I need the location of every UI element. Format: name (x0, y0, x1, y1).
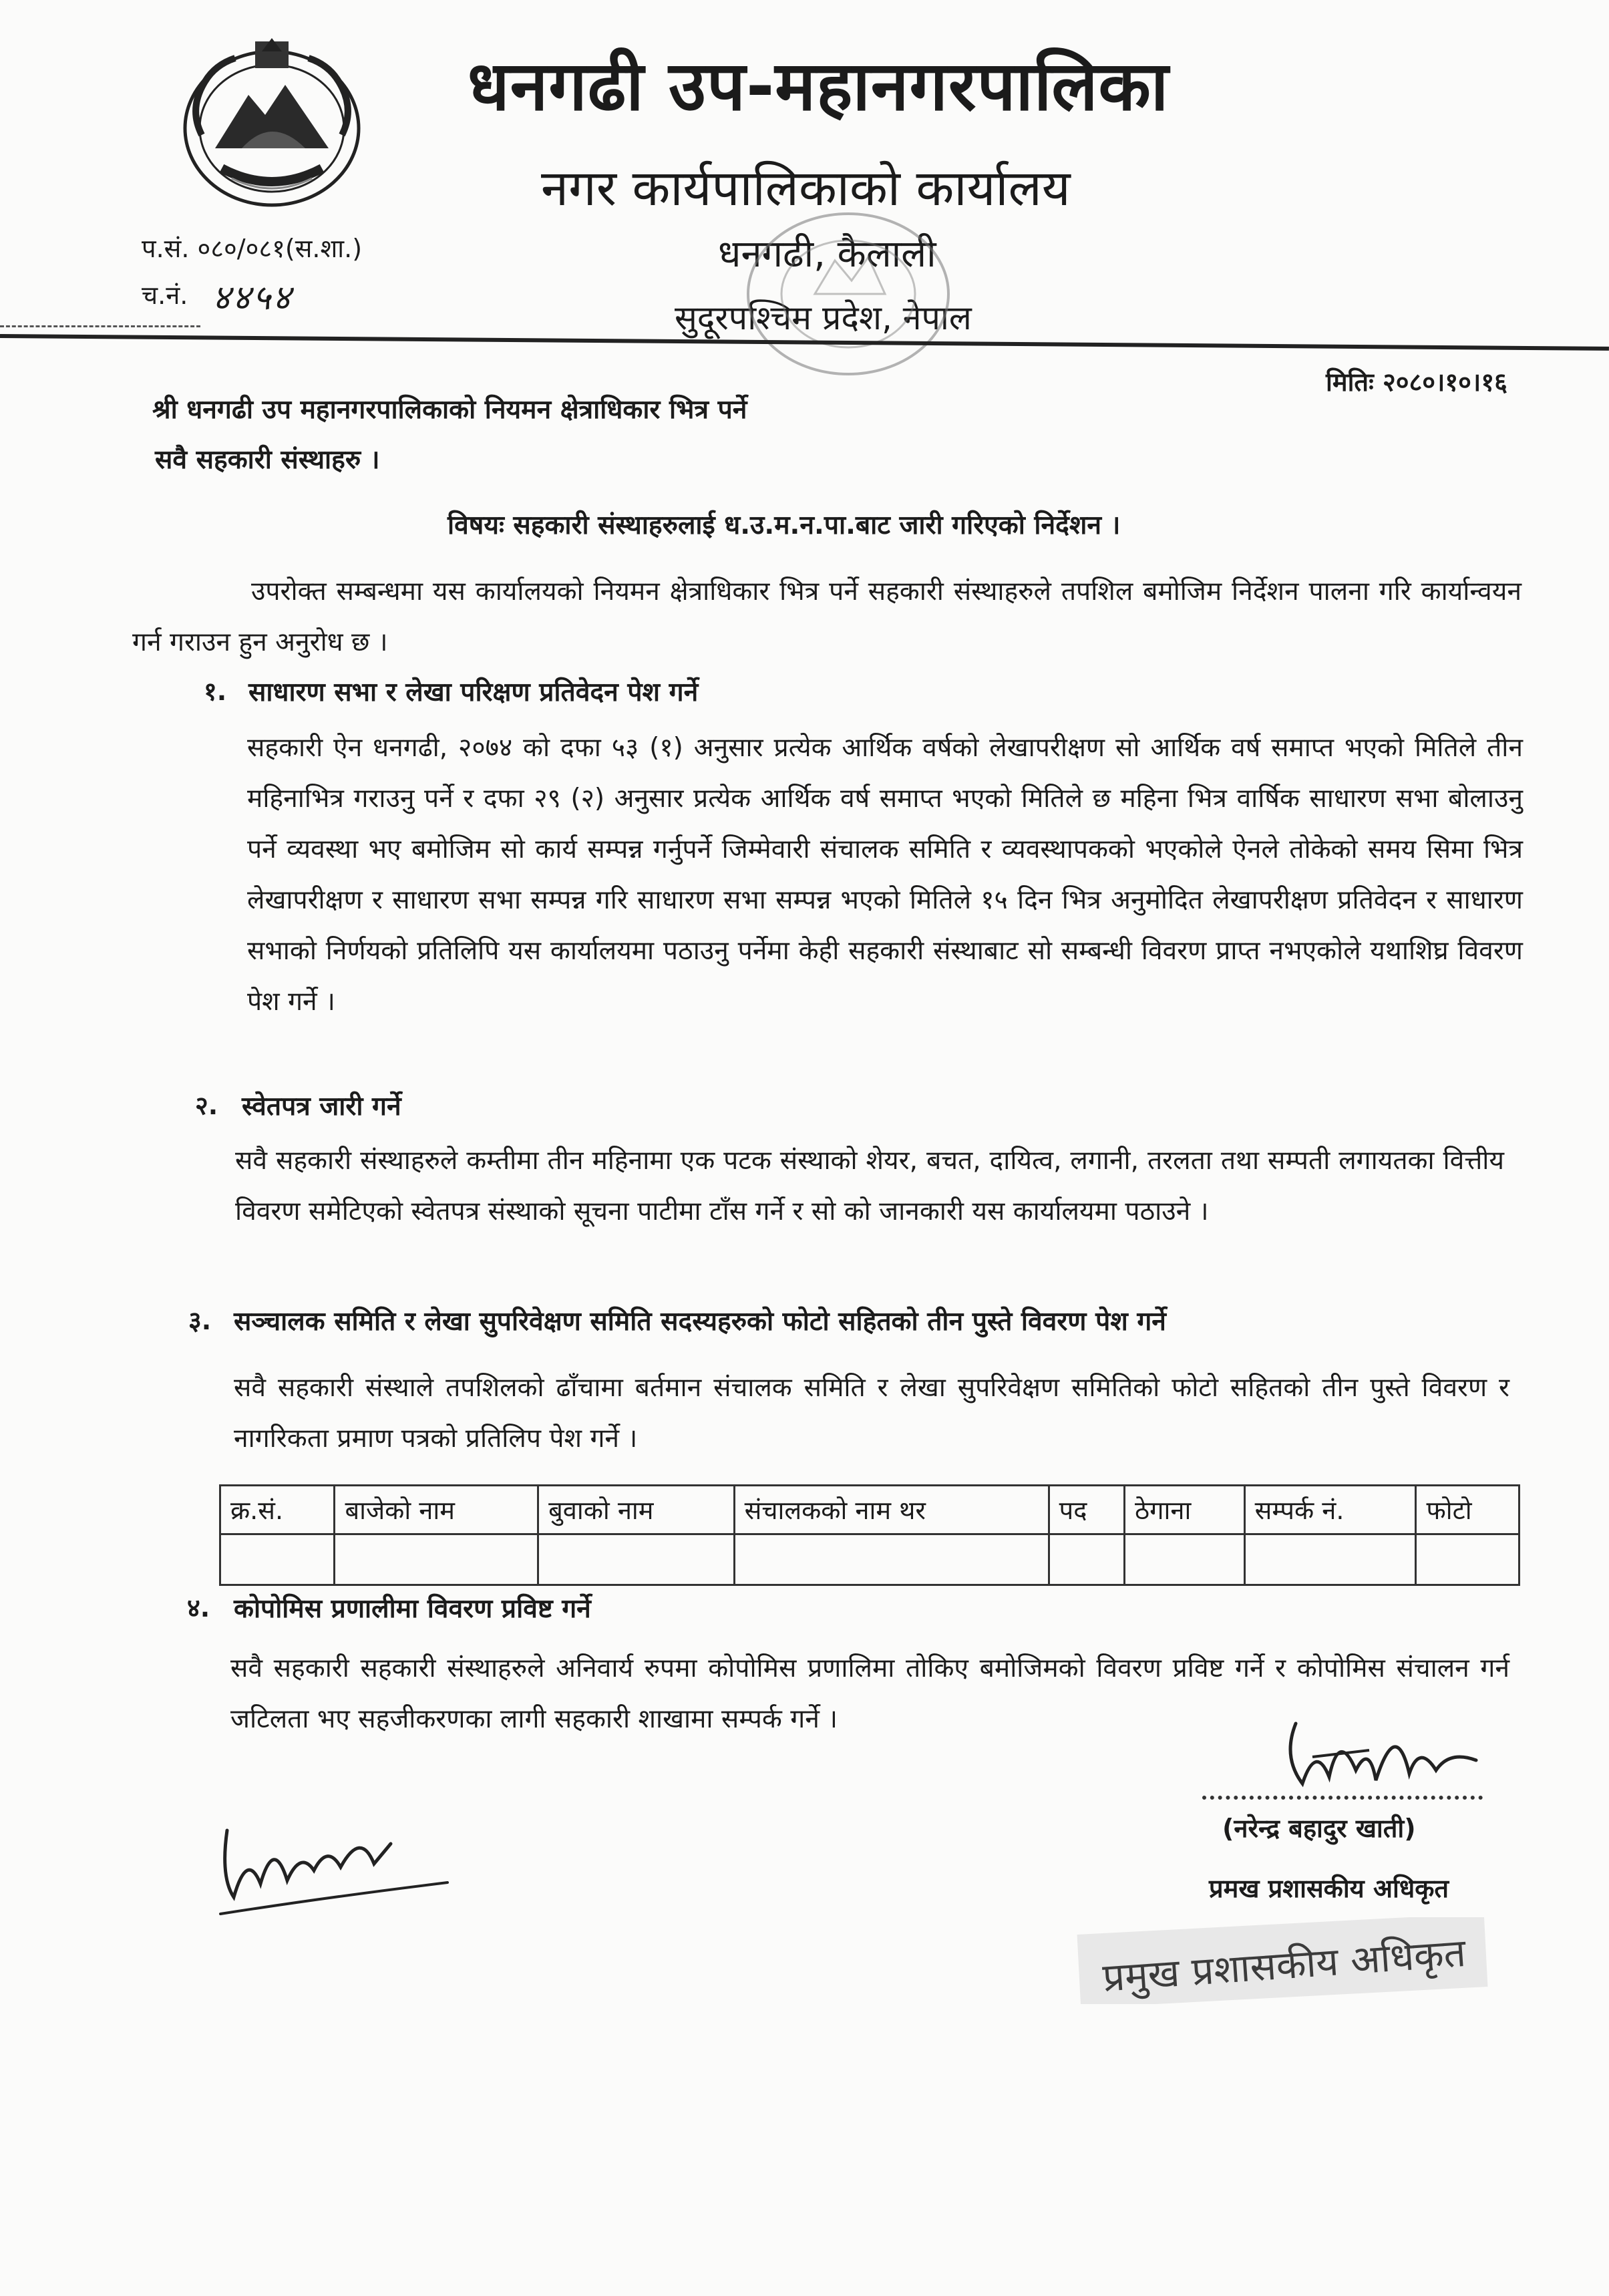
section-4-number: ४. (187, 1593, 210, 1623)
letter-date: मितिः २०८०।१०।१६ (1326, 367, 1507, 397)
dispatch-number: ४४५४ (212, 278, 293, 318)
details-table (219, 1484, 1520, 1586)
office-location: धनगढी, कैलाली (718, 232, 936, 276)
table-header-row (220, 1486, 1519, 1534)
dispatch-number-label: च.नं. (142, 281, 188, 310)
table-cell (538, 1534, 735, 1585)
stamp-text: प्रमुख प्रशासकीय अधिकृत (1101, 1929, 1467, 2001)
section-3-number: ३. (188, 1306, 212, 1335)
table-header-cell: बुवाको नाम (538, 1486, 735, 1534)
table-header-cell: क्र.सं. (220, 1486, 335, 1534)
letter-subject: विषयः सहकारी संस्थाहरुलाई ध.उ.म.न.पा.बाट जारी गरिएको निर्देशन । (448, 510, 1121, 540)
table-cell (734, 1534, 1049, 1585)
table-cell (1244, 1534, 1416, 1585)
table-cell (1416, 1534, 1519, 1585)
signature-dotted-line (1202, 1796, 1483, 1800)
signatory-title: प्रमख प्रशासकीय अधिकृत (1209, 1874, 1449, 1903)
section-3-heading: सञ्चालक समिति र लेखा सुपरिवेक्षण समिति सदस्यहरुको फोटो सहितको तीन पुस्ते विवरण पेश गर्ने (234, 1307, 1166, 1337)
addressee-line-2: सवै सहकारी संस्थाहरु । (155, 445, 380, 475)
designation-stamp-icon (1072, 1917, 1493, 2004)
section-3-body: सवै सहकारी संस्थाले तपशिलको ढाँचामा बर्तमान संचालक समिति र लेखा सुपरिवेक्षण समितिको फोटो सहितको तीन पुस्ते विवरण र नागरिकता प्रमाण पत्रको प्रतिलिप पेश गर्ने । (234, 1373, 1509, 1454)
initials-signature-icon (207, 1804, 454, 1917)
table-header-cell: सम्पर्क नं. (1244, 1486, 1416, 1534)
office-title: धनगढी उप-महानगरपालिका (468, 47, 1170, 126)
table-row (220, 1534, 1519, 1585)
nepal-emblem-icon (175, 35, 369, 212)
table-cell (335, 1534, 538, 1585)
section-1-body: सहकारी ऐन धनगढी, २०७४ को दफा ५३ (१) अनुसार प्रत्येक आर्थिक वर्षको लेखापरीक्षण सो आर्थिक वर्ष समाप्त भएको मितिले तीन महिनाभित्र गराउनु पर्ने र दफा २९ (२) अनुसार प्रत्येक आर्थिक वर्ष समाप्त भएको मितिले छ महिना भित्र वार्षिक साधारण सभा बोलाउनु पर्ने व्यवस्था भए बमोजिम सो कार्य सम्पन्न गर्नुपर्ने जिम्मेवारी संचालक समिति र व्यवस्थापकको भएकोले ऐनले तोकेको समय सिमा भित्र लेखापरीक्षण र साधारण सभा सम्पन्न गरि साधारण सभा सम्पन्न भएको मितिले १५ दिन भित्र अनुमोदित लेखापरीक्षण प्रतिवेदन र साधारण सभाको निर्णयको प्रतिलिपि यस कार्यालयमा पठाउनु पर्नेमा केही सहकारी संस्थाबाट सो सम्बन्धी विवरण प्राप्त नभएकोले यथाशिघ्र विवरण पेश गर्ने । (247, 733, 1523, 1017)
signatory-name: (नरेन्द्र बहादुर खाती) (1222, 1814, 1416, 1843)
table-cell (1049, 1534, 1124, 1585)
office-province: सुदूरपश्चिम प्रदेश, नेपाल (675, 299, 972, 337)
section-2-body: सवै सहकारी संस्थाहरुले कम्तीमा तीन महिनामा एक पटक संस्थाको शेयर, बचत, दायित्व, लगानी, तरलता तथा सम्पती लगायतका वित्तीय विवरण समेटिएको स्वेतपत्र संस्थाको सूचना पाटीमा टाँस गर्ने र सो को जानकारी यस कार्यालयमा पठाउने । (235, 1146, 1504, 1226)
table-header-cell: संचालकको नाम थर (734, 1486, 1049, 1534)
section-1-heading: साधारण सभा र लेखा परिक्षण प्रतिवेदन पेश गर्ने (248, 677, 699, 707)
table-header-cell: बाजेको नाम (335, 1486, 538, 1534)
section-4-heading: कोपोमिस प्रणालीमा विवरण प्रविष्ट गर्ने (234, 1594, 591, 1624)
table-cell (1125, 1534, 1245, 1585)
office-subtitle: नगर कार्यपालिकाको कार्यालय (541, 160, 1071, 217)
addressee-line-1: श्री धनगढी उप महानगरपालिकाको नियमन क्षेत्राधिकार भित्र पर्ने (152, 395, 747, 425)
table-header-cell: ठेगाना (1125, 1486, 1245, 1534)
office-seal-icon (735, 200, 962, 387)
section-2-number: २. (195, 1091, 218, 1120)
header-dashed-rule (0, 325, 200, 327)
table-cell (220, 1534, 335, 1585)
reference-number: प.सं. ०८०/०८१(स.शा.) (142, 234, 363, 263)
section-4-body: सवै सहकारी सहकारी संस्थाहरुले अनिवार्य रुपमा कोपोमिस प्रणालिमा तोकिए बमोजिमको विवरण प्रविष्ट गर्ने र कोपोमिस संचालन गर्न जटिलता भए सहजीकरणका लागी सहकारी शाखामा सम्पर्क गर्ने । (230, 1653, 1509, 1734)
section-2-heading: स्वेतपत्र जारी गर्ने (242, 1092, 401, 1122)
intro-paragraph: उपरोक्त सम्बन्धमा यस कार्यालयको नियमन क्षेत्राधिकार भित्र पर्ने सहकारी संस्थाहरुले तपशिल बमोजिम निर्देशन पालना गरि कार्यान्वयन गर्न गराउन हुन अनुरोध छ । (132, 577, 1522, 657)
officer-signature-icon (1196, 1703, 1503, 1817)
table-header-cell: फोटो (1416, 1486, 1519, 1534)
section-1-number: १. (204, 677, 227, 706)
table-header-cell: पद (1049, 1486, 1124, 1534)
